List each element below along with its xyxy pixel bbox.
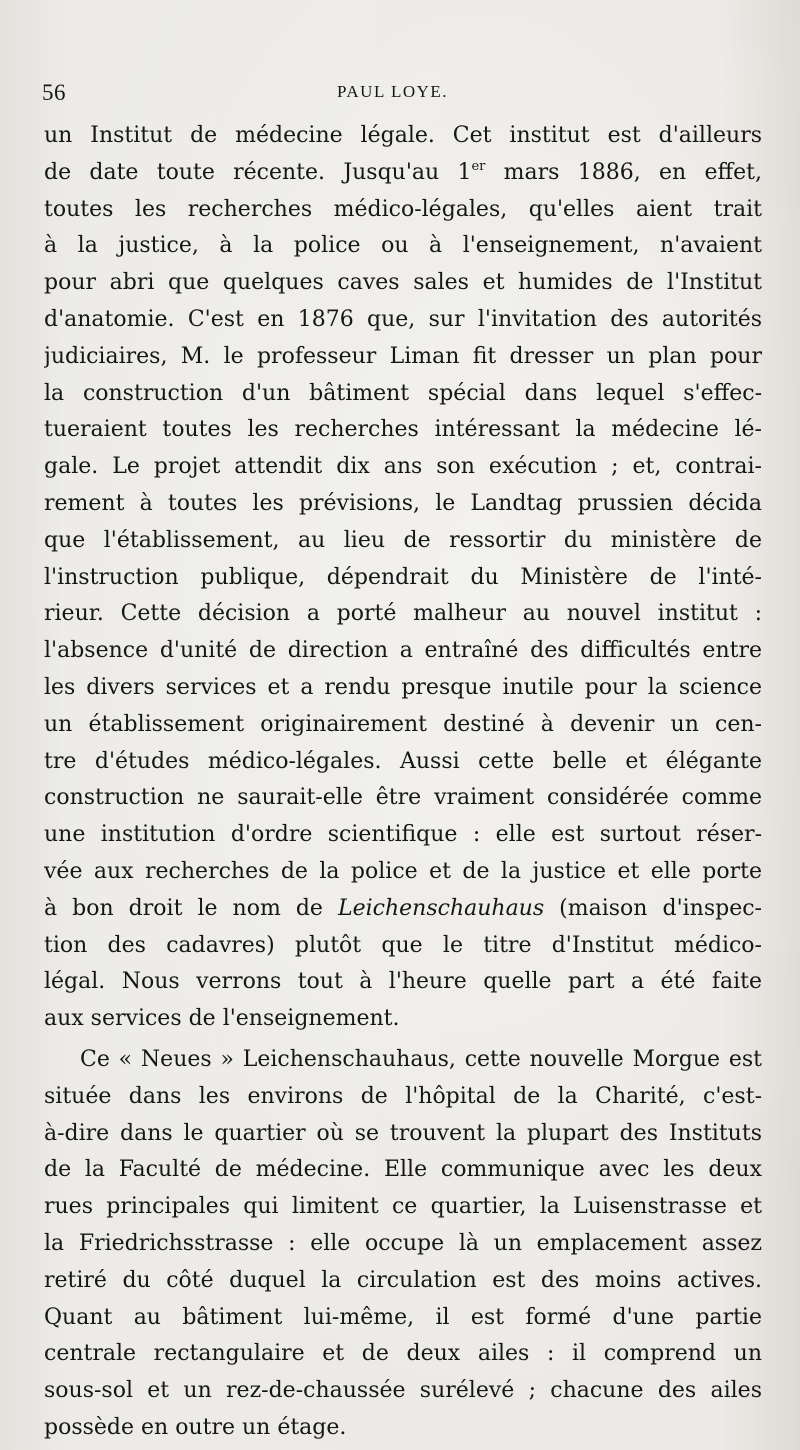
text-line: judiciaires, M. le professeur Liman fit dresser un plan pour [44, 343, 762, 369]
text-line: rues principales qui limitent ce quartier, la Luisenstrasse et [44, 1194, 762, 1220]
text-line: Ce « Neues » Leichenschauhaus, cette nouvelle Morgue est [80, 1046, 762, 1072]
text-line: un Institut de médecine légale. Cet institut est d'ailleurs [44, 123, 762, 148]
text-line: toutes les recherches médico-légales, qu'elles aient trait [44, 196, 762, 222]
text-line: que l'établissement, au lieu de ressortir du ministère de [44, 527, 762, 553]
text-line: rement à toutes les prévisions, le Landtag prussien décida [44, 490, 762, 516]
text-line: pour abri que quelques caves sales et humides de l'Institut [44, 270, 762, 296]
text-line: construction ne saurait-elle être vraiment considérée comme [44, 785, 762, 811]
text-line: l'absence d'unité de direction a entraîné des difficultés entre [44, 638, 762, 664]
text-line: tueraient toutes les recherches intéressant la médecine lé- [44, 417, 762, 443]
text-line: de date toute récente. Jusqu'au 1er mars 1886, en effet, [44, 158, 762, 185]
text-line: les divers services et a rendu presque inutile pour la science [44, 674, 762, 700]
text-line: vée aux recherches de la police et de la justice et elle porte [44, 858, 762, 884]
text-line: centrale rectangulaire et de deux ailes : il comprend un [44, 1341, 762, 1367]
text-line: Quant au bâtiment lui-même, il est formé d'une partie [44, 1304, 762, 1330]
text-line: la construction d'un bâtiment spécial dans lequel s'effec- [44, 380, 762, 406]
body-text [44, 118, 762, 1447]
text-line: tion des cadavres) plutôt que le titre d'Institut médico- [44, 932, 762, 958]
italic-term: Leichenschauhaus [337, 895, 545, 921]
text-line: un établissement originairement destiné à devenir un cen- [44, 711, 762, 737]
superscript: er [471, 158, 486, 174]
text-line: à-dire dans le quartier où se trouvent la plupart des Instituts [44, 1120, 762, 1146]
text-line: à bon droit le nom de Leichenschauhaus (maison d'inspec- [44, 895, 762, 921]
text-line: une institution d'ordre scientifique : elle est surtout réser- [44, 822, 762, 848]
text-line: sous-sol et un rez-de-chaussée surélevé ; chacune des ailes [44, 1378, 762, 1404]
text-line: de la Faculté de médecine. Elle communique avec les deux [44, 1157, 762, 1183]
text-line: l'instruction publique, dépendrait du Ministère de l'inté- [44, 564, 762, 590]
text-line: légal. Nous verrons tout à l'heure quelle part a été faite [44, 969, 762, 995]
paragraph-1 [44, 118, 762, 1038]
text-line: rieur. Cette décision a porté malheur au nouvel institut : [44, 601, 762, 627]
text-line: gale. Le projet attendit dix ans son exécution ; et, contrai- [44, 454, 762, 480]
paragraph-2 [44, 1042, 762, 1447]
text-line: à la justice, à la police ou à l'enseignement, n'avaient [44, 233, 762, 259]
text-line: la Friedrichsstrasse : elle occupe là un emplacement assez [44, 1230, 762, 1256]
text-line: tre d'études médico-légales. Aussi cette belle et élégante [44, 748, 762, 774]
text-line: située dans les environs de l'hôpital de la Charité, c'est- [44, 1083, 762, 1109]
page-header [42, 80, 760, 110]
text-line: aux services de l'enseignement. [44, 1006, 400, 1032]
running-head: PAUL LOYE. [337, 82, 449, 101]
text-line: d'anatomie. C'est en 1876 que, sur l'invitation des autorités [44, 306, 762, 332]
text-line: possède en outre un étage. [44, 1414, 347, 1440]
text-line: retiré du côté duquel la circulation est des moins actives. [44, 1267, 762, 1293]
page-number: 56 [42, 80, 66, 105]
